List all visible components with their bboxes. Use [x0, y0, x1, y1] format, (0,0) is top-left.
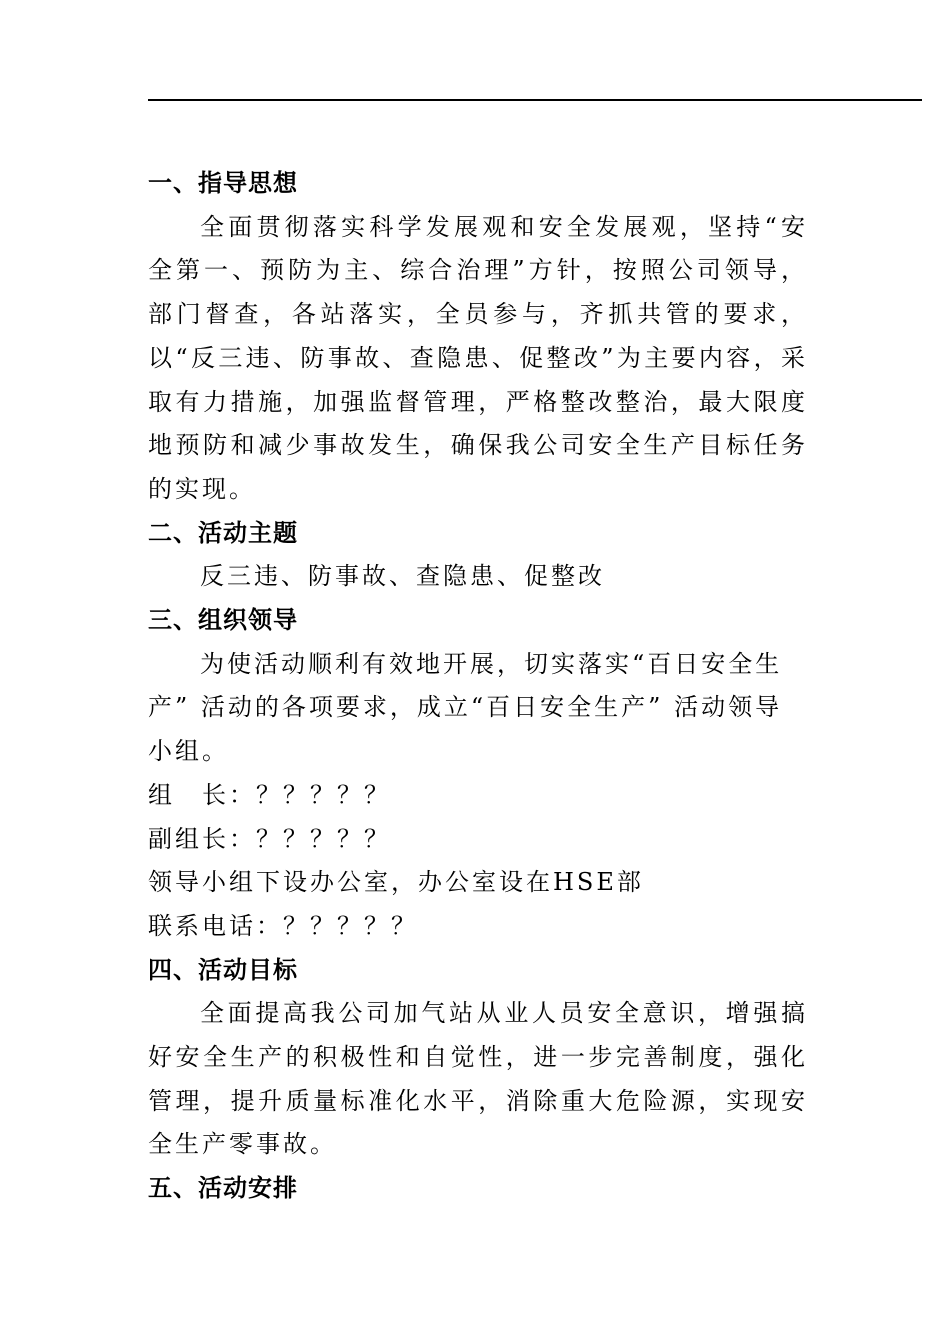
line-deputy-leader: 副组长：？？？？？	[148, 824, 391, 853]
line-contact-phone: 联系电话：？？？？？	[148, 911, 418, 940]
paragraph-guiding-ideology: 全面贯彻落实科学发展观和安全发展观，坚持“安全第一、预防为主、综合治理”方针，按照公司领导，部门督查，各站落实，全员参与，齐抓共管的要求，以“反三违、防事故、查隐患、促整改”为主要内容，采取有力措施，加强监督管理，严格整改整治，最大限度地预防和减少事故发生，确保我公司安全生产目标任务的实现。	[148, 212, 808, 503]
paragraph-activity-goals: 全面提高我公司加气站从业人员安全意识，增强搞好安全生产的积极性和自觉性，进一步完善制度，强化管理，提升质量标准化水平，消除重大危险源，实现安全生产零事故。	[148, 999, 808, 1159]
section-heading-activity-goals: 四、活动目标	[148, 955, 298, 984]
section-heading-activity-theme: 二、活动主题	[148, 518, 298, 547]
line-group-leader: 组 长：？？？？？	[148, 780, 391, 809]
section-heading-activity-arrangement: 五、活动安排	[148, 1174, 298, 1203]
section-heading-organization: 三、组织领导	[148, 606, 298, 635]
section-heading-guiding-ideology: 一、指导思想	[148, 169, 298, 197]
line-office: 领导小组下设办公室，办公室设在HSE部	[148, 868, 644, 897]
paragraph-organization: 为使活动顺利有效地开展，切实落实“百日安全生产” 活动的各项要求，成立“百日安全生产” 活动领导小组。	[148, 649, 783, 766]
document-body	[148, 162, 808, 1211]
header-rule	[148, 99, 922, 101]
paragraph-activity-theme: 反三违、防事故、查隐患、促整改	[200, 562, 605, 591]
